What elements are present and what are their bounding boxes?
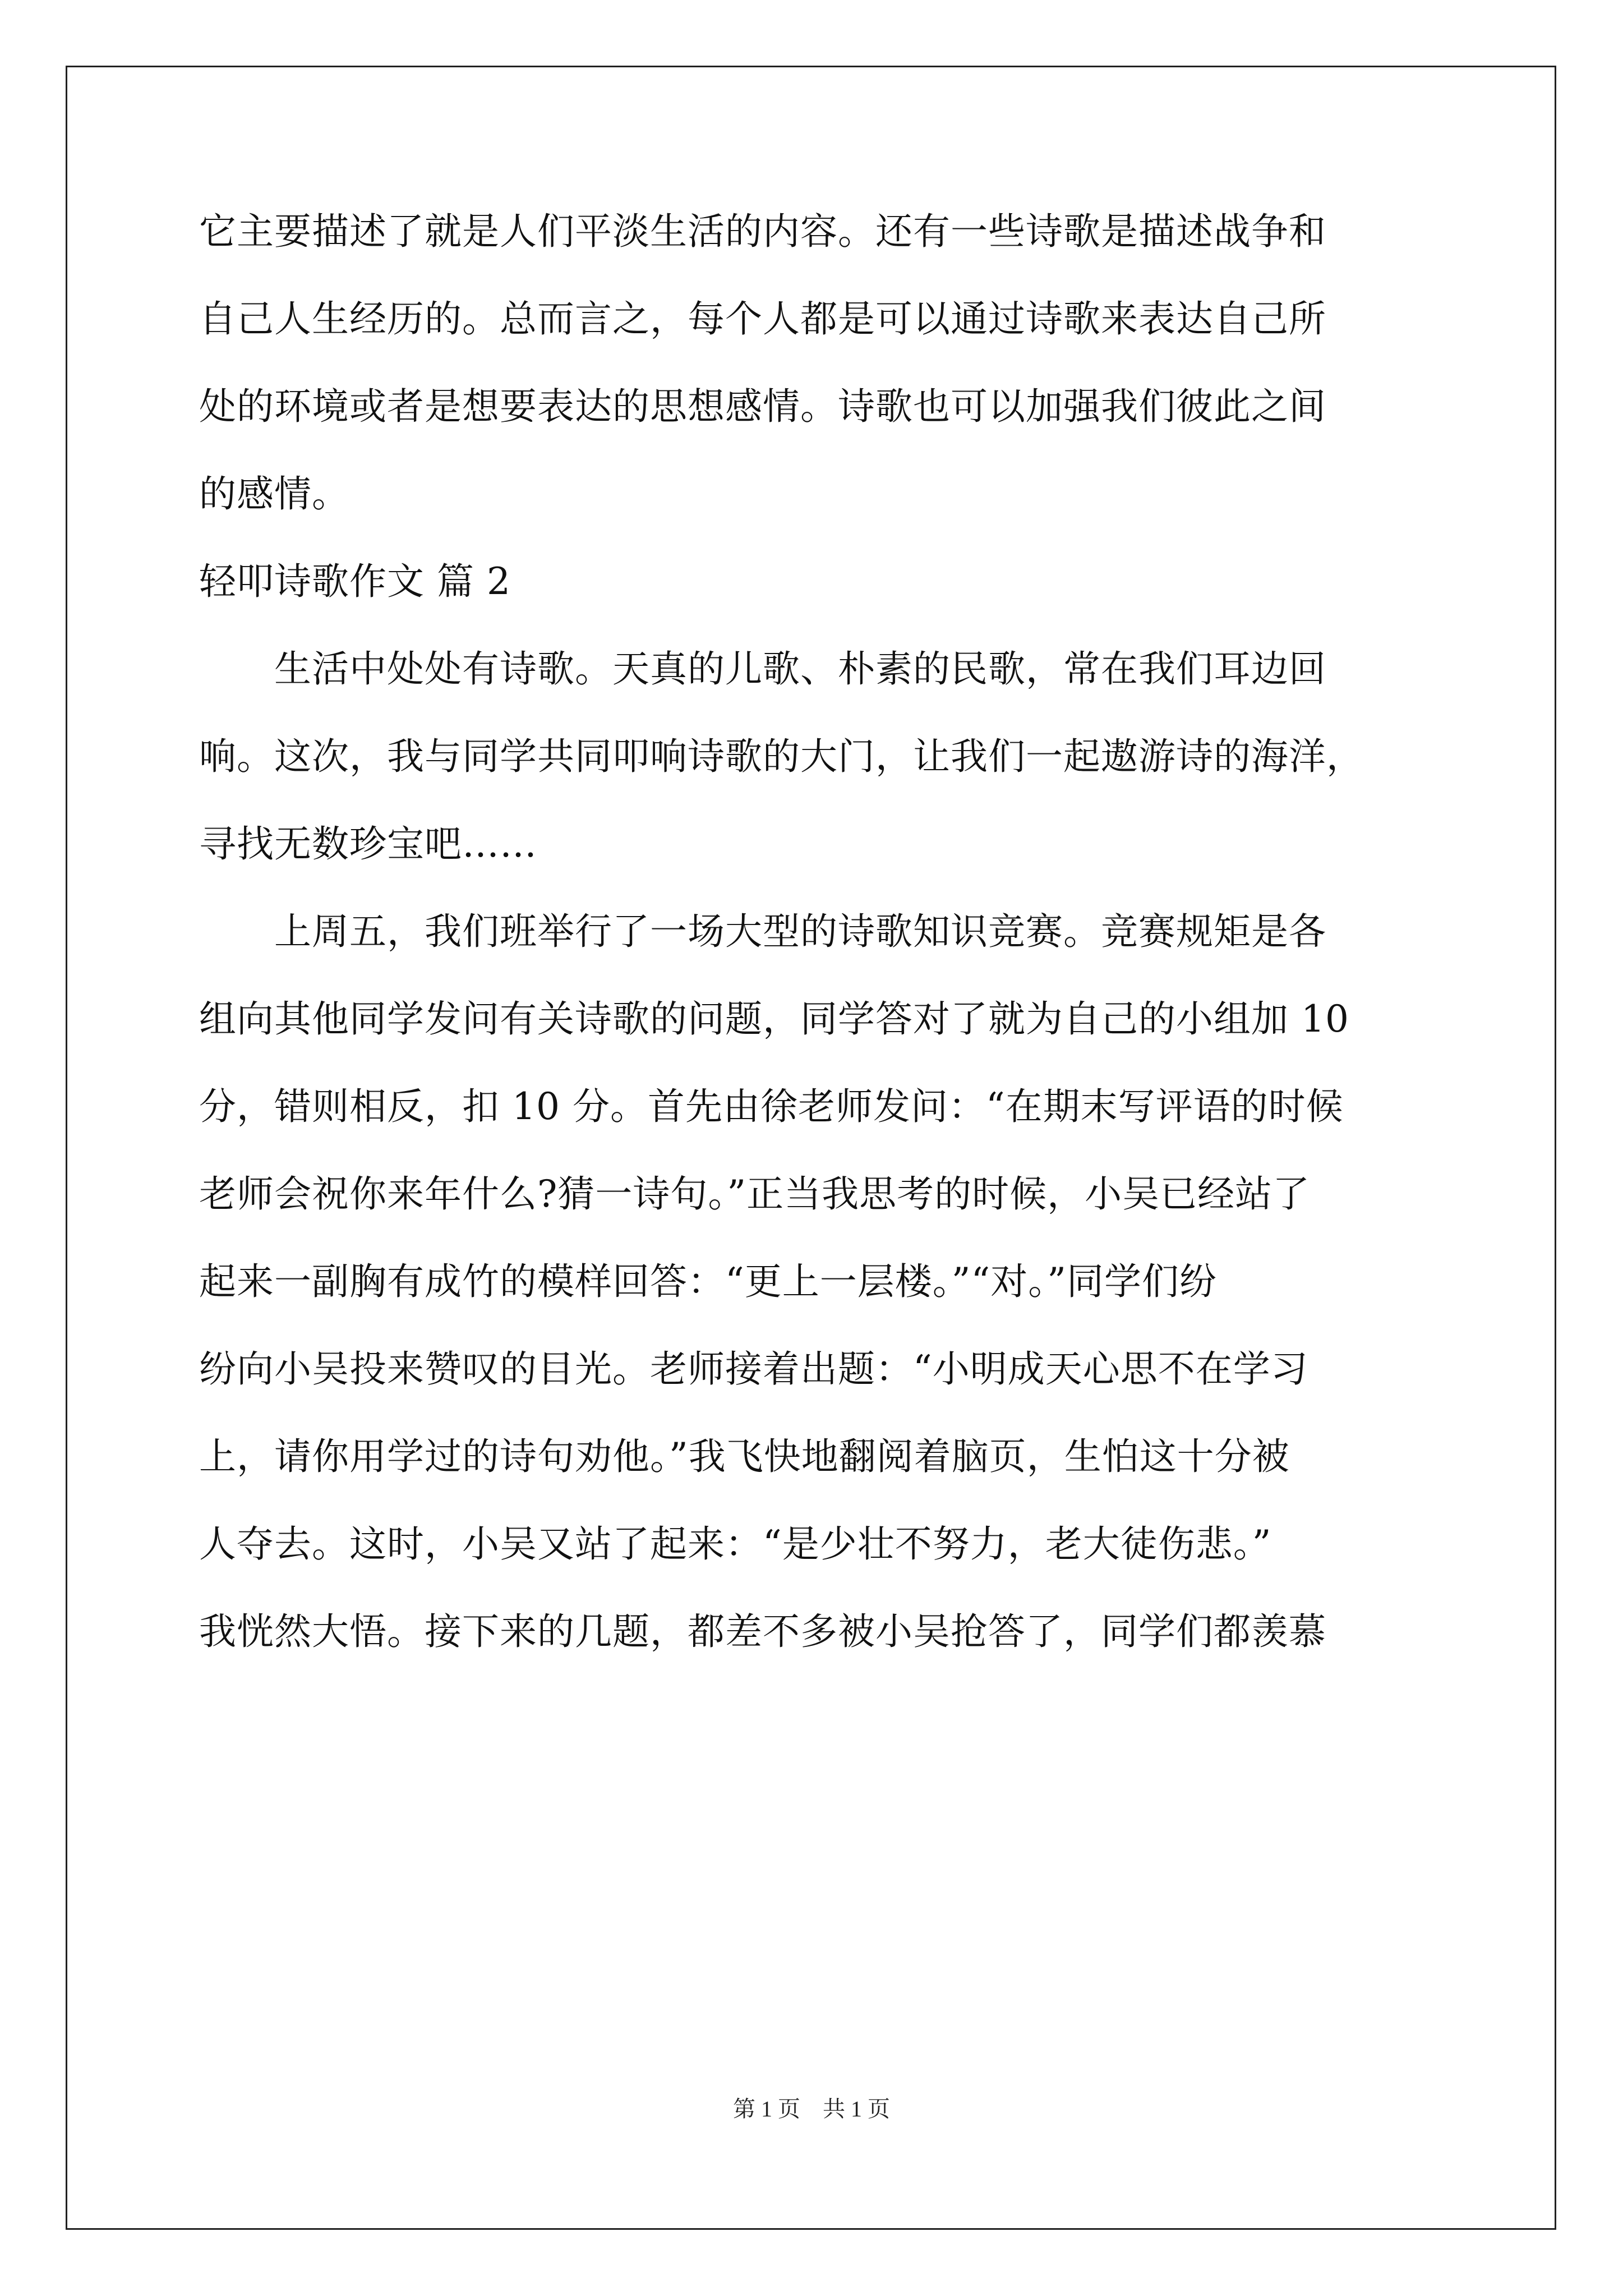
text-line: 寻找无数珍宝吧……: [199, 822, 537, 866]
text-line: 老师会祝你来年什么?猜一诗句。”正当我思考的时候，小吴已经站了: [199, 1172, 1311, 1216]
text-line: 上，请你用学过的诗句劝他。”我飞快地翻阅着脑页，生怕这十分被: [199, 1435, 1290, 1478]
text-line: 响。这次，我与同学共同叩响诗歌的大门，让我们一起遨游诗的海洋，: [199, 735, 1364, 778]
text-line: 纷向小吴投来赞叹的目光。老师接着出题：“小明成天心思不在学习: [199, 1347, 1308, 1391]
text-line: 的感情。: [199, 472, 349, 516]
text-line: 分，错则相反，扣 10 分。首先由徐老师发问：“在期末写评语的时候: [199, 1085, 1344, 1128]
section-heading: 轻叩诗歌作文 篇 2: [199, 560, 511, 603]
text-line: 组向其他同学发问有关诗歌的问题，同学答对了就为自己的小组加 10: [199, 997, 1349, 1041]
text-line: 上周五，我们班举行了一场大型的诗歌知识竞赛。竞赛规矩是各: [199, 910, 1326, 953]
text-line: 生活中处处有诗歌。天真的儿歌、朴素的民歌，常在我们耳边回: [199, 647, 1326, 691]
page-footer: 第 1 页 共 1 页: [733, 2096, 890, 2122]
text-line: 处的环境或者是想要表达的思想感情。诗歌也可以加强我们彼此之间: [199, 385, 1326, 428]
text-line: 自己人生经历的。总而言之，每个人都是可以通过诗歌来表达自己所: [199, 297, 1326, 341]
text-line: 它主要描述了就是人们平淡生活的内容。还有一些诗歌是描述战争和: [199, 210, 1326, 253]
text-line: 起来一副胸有成竹的模样回答：“更上一层楼。”“对。”同学们纷: [199, 1260, 1217, 1303]
text-line: 我恍然大悟。接下来的几题，都差不多被小吴抢答了，同学们都羡慕: [199, 1610, 1326, 1653]
text-line: 人夺去。这时，小吴又站了起来：“是少壮不努力，老大徒伤悲。”: [199, 1522, 1272, 1566]
document-body: [199, 210, 1424, 1653]
